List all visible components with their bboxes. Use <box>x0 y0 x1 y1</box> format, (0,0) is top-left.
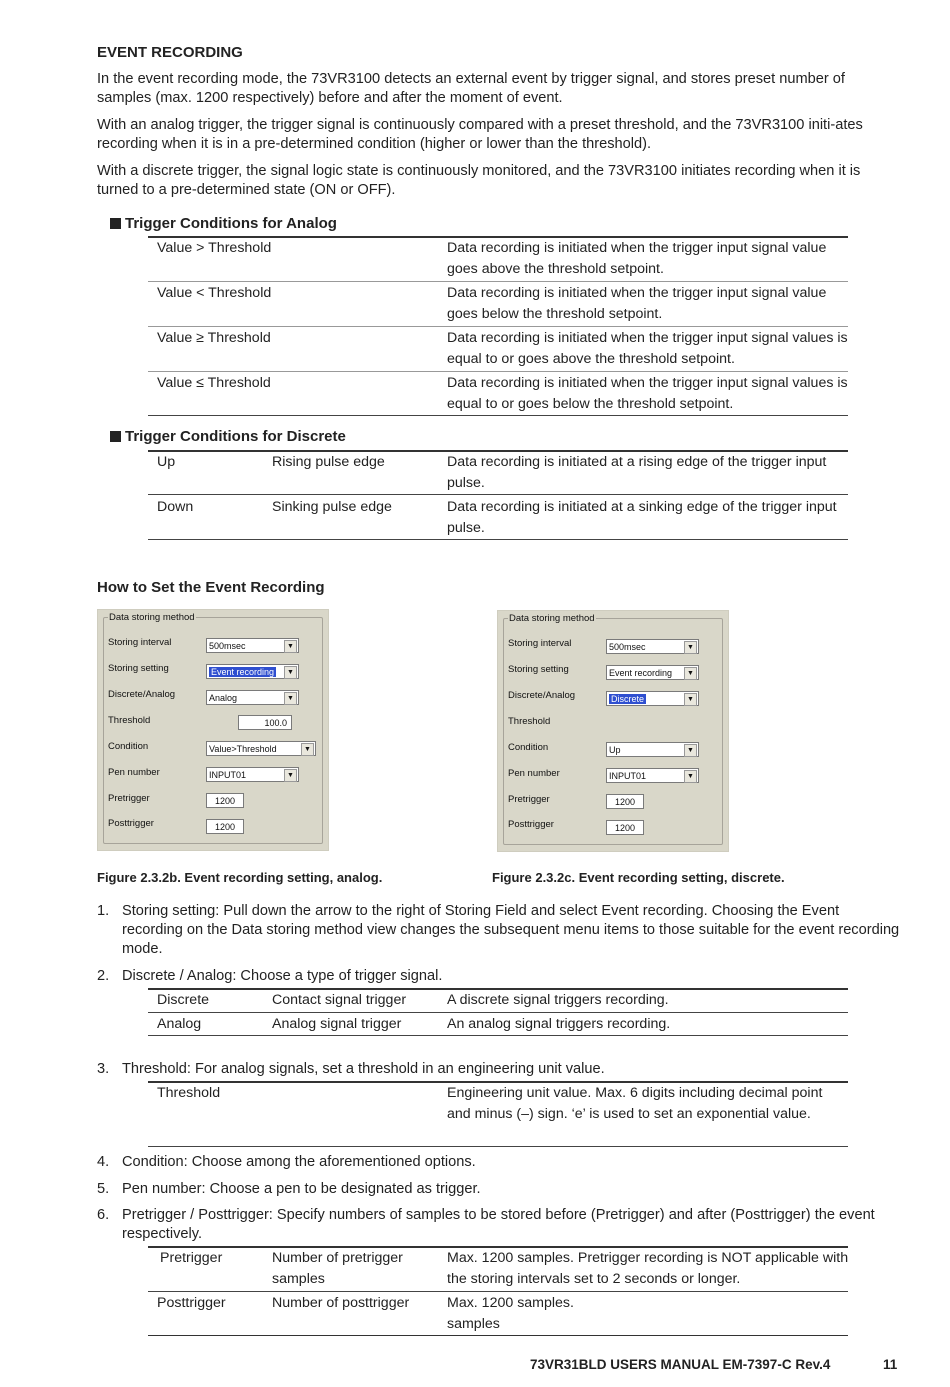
trigger-count-type: Number of pretrigger samples <box>272 1250 403 1287</box>
screenshot-analog <box>97 609 329 851</box>
trigger-count-type: Number of posttrigger <box>272 1295 410 1311</box>
analog-condition-desc: Data recording is initiated when the trigger input signal values is equal to or goes above the threshold setpoint. <box>447 330 848 367</box>
howto-heading: How to Set the Event Recording <box>97 579 325 596</box>
intro-paragraph-2: With an analog trigger, the trigger signal is continuously compared with a preset threshold, and the 73VR3100 initi-ates recording when it is in a pre-determined condition (higher or lower than the threshold). <box>97 117 863 152</box>
chevron-down-icon[interactable]: ▼ <box>301 743 314 756</box>
label-threshold: Threshold <box>508 716 551 727</box>
trigger-type-desc: A discrete signal triggers recording. <box>447 992 669 1008</box>
posttrigger-input[interactable]: 1200 <box>206 819 244 834</box>
label-condition: Condition <box>508 742 549 753</box>
pen-number-select[interactable]: INPUT01 ▼ <box>206 767 299 782</box>
chevron-down-icon[interactable]: ▼ <box>284 666 297 679</box>
chevron-down-icon[interactable]: ▼ <box>684 744 697 757</box>
label-discrete-analog: Discrete/Analog <box>508 690 576 701</box>
label-threshold: Threshold <box>108 715 151 726</box>
chevron-down-icon[interactable]: ▼ <box>684 667 697 680</box>
analog-condition: Value < Threshold <box>157 285 272 301</box>
chevron-down-icon[interactable]: ▼ <box>284 640 297 653</box>
step-item: 5. Pen number: Choose a pen to be designated as trigger. <box>97 1181 481 1197</box>
pen-number-select[interactable]: INPUT01 ▼ <box>606 768 699 783</box>
condition-select[interactable]: Value>Threshold ▼ <box>206 741 316 756</box>
label-posttrigger: Posttrigger <box>508 819 554 830</box>
label-pretrigger: Pretrigger <box>108 793 150 804</box>
figure-caption-discrete: Figure 2.3.2c. Event recording setting, discrete. <box>492 870 785 885</box>
table-rule <box>148 539 848 540</box>
storing-setting-select[interactable]: Event recording ▼ <box>206 664 299 679</box>
page-number: 11 <box>883 1357 898 1372</box>
condition-select[interactable]: Up ▼ <box>606 742 699 757</box>
storing-setting-select[interactable]: Event recording ▼ <box>606 665 699 680</box>
discrete-condition-edge: Rising pulse edge <box>272 454 385 470</box>
trigger-type-name: Discrete <box>157 992 210 1008</box>
trigger-type: Analog signal trigger <box>272 1016 402 1032</box>
pretrigger-input[interactable]: 1200 <box>206 793 244 808</box>
pretrigger-input[interactable]: 1200 <box>606 794 644 809</box>
table-rule <box>148 326 848 327</box>
step-item: 2. Discrete / Analog: Choose a type of trigger signal. <box>97 968 443 984</box>
label-pen-number: Pen number <box>508 768 560 779</box>
label-pen-number: Pen number <box>108 767 160 778</box>
table-rule <box>148 1291 848 1292</box>
figure-caption-analog: Figure 2.3.2b. Event recording setting, analog. <box>97 870 383 885</box>
threshold-name: Threshold <box>157 1085 221 1101</box>
group-title: Data storing method <box>109 612 195 623</box>
step-item: 6. Pretrigger / Posttrigger: Specify numbers of samples to be stored before (Pretrigger) and after (Posttrigger) the event respectively. <box>97 1207 875 1242</box>
discrete-analog-select[interactable]: Analog ▼ <box>206 690 299 705</box>
table-rule <box>148 494 848 495</box>
label-storing-interval: Storing interval <box>508 638 572 649</box>
intro-paragraph-3: With a discrete trigger, the signal logic state is continuously monitored, and the 73VR3100 initiates recording when it is turned to a pre-determined state (ON or OFF). <box>97 163 861 198</box>
label-storing-setting: Storing setting <box>108 663 169 674</box>
manual-footer: 73VR31BLD USERS MANUAL EM-7397-C Rev.4 <box>530 1357 831 1372</box>
step-item: 4. Condition: Choose among the aforementioned options. <box>97 1154 476 1170</box>
label-condition: Condition <box>108 741 149 752</box>
discrete-condition-name: Down <box>157 499 194 515</box>
trigger-count-name: Posttrigger <box>157 1295 226 1311</box>
trigger-count-desc: Max. 1200 samples. Pretrigger recording is NOT applicable with the storing intervals set to 2 seconds or longer. <box>447 1250 849 1287</box>
label-posttrigger: Posttrigger <box>108 818 154 829</box>
label-storing-interval: Storing interval <box>108 637 172 648</box>
chevron-down-icon[interactable]: ▼ <box>684 641 697 654</box>
table-rule <box>148 415 848 416</box>
chevron-down-icon[interactable]: ▼ <box>284 692 297 705</box>
trigger-count-desc: Max. 1200 samples. samples <box>447 1295 574 1332</box>
storing-interval-select[interactable]: 500msec ▼ <box>206 638 299 653</box>
square-bullet-icon <box>110 431 121 442</box>
trigger-type-name: Analog <box>157 1016 202 1032</box>
label-storing-setting: Storing setting <box>508 664 569 675</box>
trigger-count-name: Pretrigger <box>160 1250 223 1266</box>
discrete-analog-select[interactable]: Discrete ▼ <box>606 691 699 706</box>
label-discrete-analog: Discrete/Analog <box>108 689 176 700</box>
analog-condition: Value ≥ Threshold <box>157 330 271 346</box>
table-rule <box>148 1335 848 1336</box>
storing-interval-select[interactable]: 500msec ▼ <box>606 639 699 654</box>
section-title: EVENT RECORDING <box>97 44 243 61</box>
analog-condition: Value > Threshold <box>157 240 272 256</box>
table-rule <box>148 1035 848 1036</box>
label-pretrigger: Pretrigger <box>508 794 550 805</box>
table-rule <box>148 1012 848 1013</box>
discrete-conditions-heading: Trigger Conditions for Discrete <box>110 428 346 445</box>
chevron-down-icon[interactable]: ▼ <box>684 770 697 783</box>
step-item: 1. Storing setting: Pull down the arrow to the right of Storing Field and select Event recording. Choosing the Event recording on the Data storing method view changes the subsequent menu items to those suitable for the event recording mode. <box>97 903 900 957</box>
threshold-desc: Engineering unit value. Max. 6 digits including decimal point and minus (–) sign. ‘e’ is used to set an exponential value. <box>447 1085 823 1122</box>
chevron-down-icon[interactable]: ▼ <box>684 693 697 706</box>
trigger-type: Contact signal trigger <box>272 992 407 1008</box>
chevron-down-icon[interactable]: ▼ <box>284 769 297 782</box>
analog-condition-desc: Data recording is initiated when the trigger input signal value goes below the threshold setpoint. <box>447 285 827 322</box>
step-item: 3. Threshold: For analog signals, set a threshold in an engineering unit value. <box>97 1061 605 1077</box>
discrete-condition-name: Up <box>157 454 176 470</box>
analog-condition: Value ≤ Threshold <box>157 375 271 391</box>
threshold-input[interactable]: 100.0 <box>238 715 292 730</box>
group-title: Data storing method <box>509 613 595 624</box>
intro-paragraph-1: In the event recording mode, the 73VR3100 detects an external event by trigger signal, and stores preset number of samples (max. 1200 respectively) before and after the moment of event. <box>97 71 845 106</box>
discrete-condition-desc: Data recording is initiated at a rising edge of the trigger input pulse. <box>447 454 827 491</box>
screenshot-discrete <box>497 610 729 852</box>
trigger-type-desc: An analog signal triggers recording. <box>447 1016 671 1032</box>
analog-conditions-heading: Trigger Conditions for Analog <box>110 215 337 232</box>
table-rule <box>148 281 848 282</box>
posttrigger-input[interactable]: 1200 <box>606 820 644 835</box>
discrete-condition-edge: Sinking pulse edge <box>272 499 392 515</box>
discrete-condition-desc: Data recording is initiated at a sinking edge of the trigger input pulse. <box>447 499 837 536</box>
square-bullet-icon <box>110 218 121 229</box>
analog-condition-desc: Data recording is initiated when the trigger input signal values is equal to or goes below the threshold setpoint. <box>447 375 848 412</box>
table-rule <box>148 1146 848 1147</box>
analog-condition-desc: Data recording is initiated when the trigger input signal value goes above the threshold setpoint. <box>447 240 827 277</box>
table-rule <box>148 371 848 372</box>
